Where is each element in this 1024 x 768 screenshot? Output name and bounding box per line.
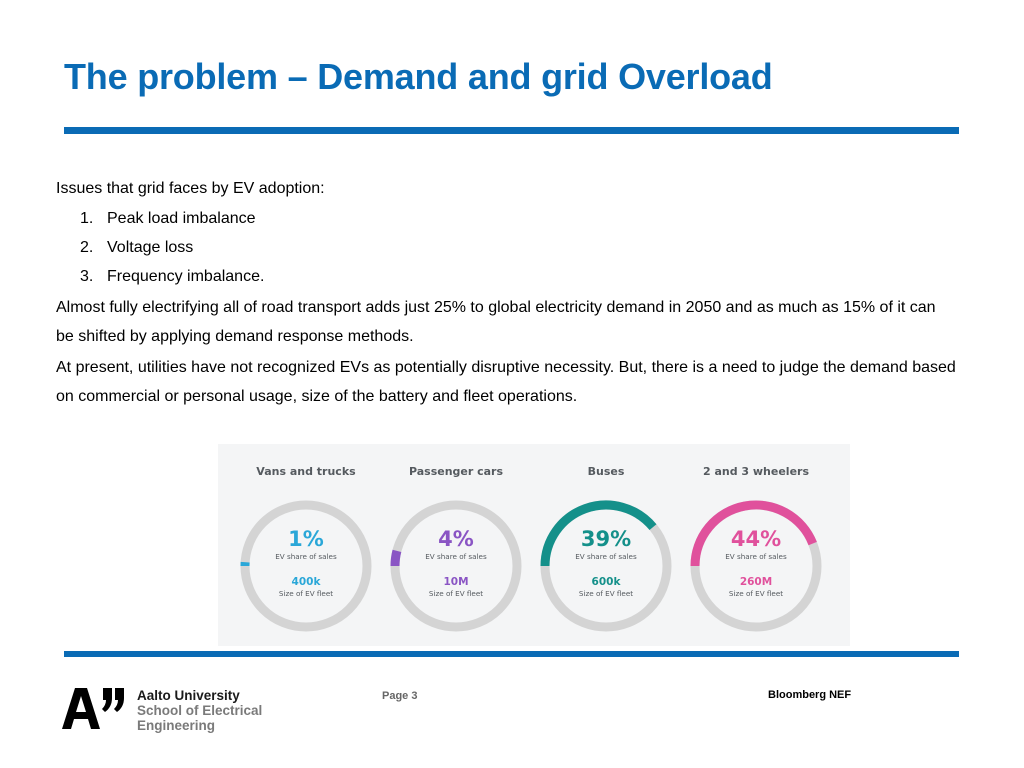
category-title: 2 and 3 wheelers bbox=[702, 465, 810, 478]
item-number: 2. bbox=[80, 239, 94, 256]
fleet-caption: Size of EV fleet bbox=[278, 589, 334, 598]
share-percent: 1% bbox=[288, 527, 324, 551]
fleet-caption: Size of EV fleet bbox=[728, 589, 784, 598]
list-item bbox=[56, 204, 956, 233]
gauge-arc bbox=[395, 551, 397, 566]
share-percent: 44% bbox=[730, 527, 782, 551]
fleet-caption: Size of EV fleet bbox=[428, 589, 484, 598]
issues-intro: Issues that grid faces by EV adoption: bbox=[56, 180, 325, 197]
page-number: Page 3 bbox=[382, 690, 418, 702]
university-line-2: School of Electrical bbox=[137, 703, 263, 718]
item-text: Voltage loss bbox=[107, 239, 194, 256]
aalto-logo-icon bbox=[62, 688, 126, 730]
category-title: Buses bbox=[587, 465, 625, 478]
fleet-caption: Size of EV fleet bbox=[578, 589, 634, 598]
slide-title: The problem – Demand and grid Overload bbox=[64, 56, 773, 97]
source-credit: Bloomberg NEF bbox=[768, 689, 852, 701]
footer-divider bbox=[64, 651, 959, 657]
gauge-track bbox=[245, 505, 367, 627]
item-number: 3. bbox=[80, 268, 94, 285]
item-number: 1. bbox=[80, 210, 94, 227]
share-caption: EV share of sales bbox=[425, 552, 487, 561]
issues-list bbox=[56, 204, 956, 291]
category-title: Vans and trucks bbox=[256, 465, 356, 478]
fleet-size: 400k bbox=[291, 576, 321, 588]
share-percent: 4% bbox=[438, 527, 474, 551]
fleet-size: 600k bbox=[591, 576, 621, 588]
university-name bbox=[137, 688, 262, 733]
share-caption: EV share of sales bbox=[575, 552, 637, 561]
list-item bbox=[56, 262, 956, 291]
paragraph-demand: Almost fully electrifying all of road transport adds just 25% to global electricity demand in 2050 and as much as 15% of it can be shifted by applying demand response methods. bbox=[56, 299, 936, 345]
title-divider bbox=[64, 127, 959, 134]
list-item bbox=[56, 233, 956, 262]
university-line-3: Engineering bbox=[137, 718, 216, 733]
ev-share-infographic bbox=[218, 444, 850, 646]
university-line-1: Aalto University bbox=[137, 688, 240, 703]
item-text: Peak load imbalance bbox=[107, 210, 256, 227]
gauge-track bbox=[395, 505, 517, 627]
category-title: Passenger cars bbox=[408, 465, 504, 478]
item-text: Frequency imbalance. bbox=[107, 268, 265, 285]
share-caption: EV share of sales bbox=[725, 552, 787, 561]
share-caption: EV share of sales bbox=[275, 552, 337, 561]
gauges-svg bbox=[218, 444, 850, 646]
slide-body bbox=[56, 174, 956, 411]
share-percent: 39% bbox=[580, 527, 632, 551]
fleet-size: 10M bbox=[443, 576, 469, 588]
fleet-size: 260M bbox=[739, 576, 773, 588]
paragraph-utilities: At present, utilities have not recognized EVs as potentially disruptive necessity. But, there is a need to judge the demand based on commercial or personal usage, size of the battery and fleet operations. bbox=[56, 359, 956, 405]
